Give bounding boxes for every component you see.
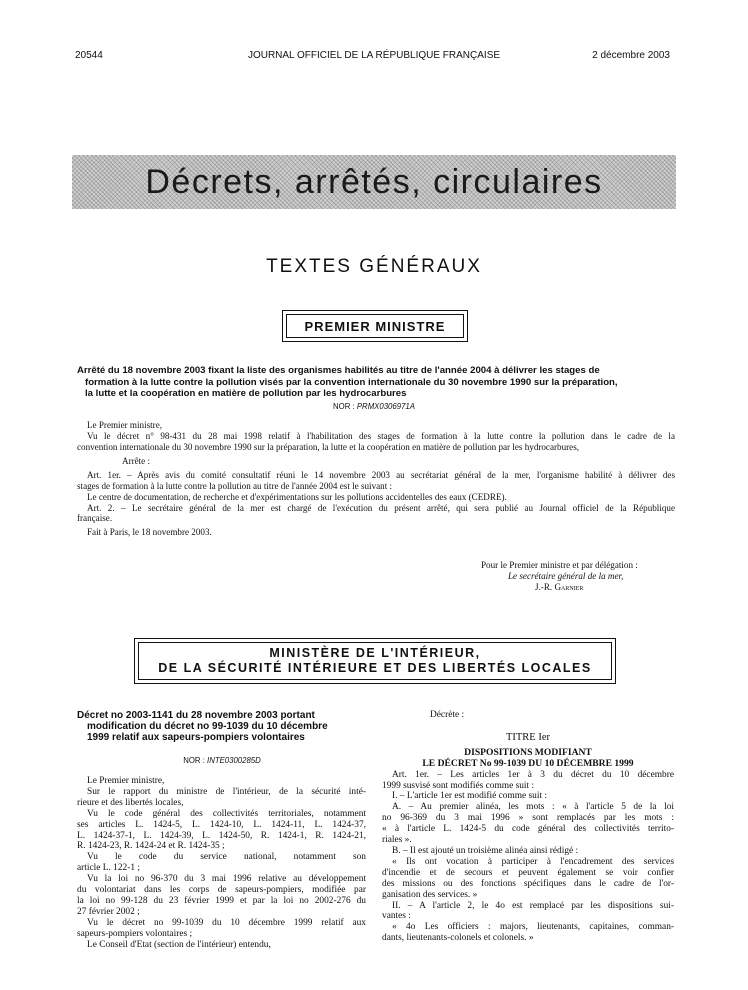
article-line: riales ». — [382, 835, 412, 846]
decret-title-line: modification du décret no 99-1039 du 10 décembre — [87, 721, 328, 733]
preamble-line: Le Conseil d'Etat (section de l'intérieur) entendu, — [87, 939, 271, 950]
dispositions-heading: DISPOSITIONS MODIFIANT — [464, 746, 592, 758]
article-line: dants, lieutenants-colonels et colonels. » — [382, 933, 534, 944]
body-line: française. — [77, 513, 113, 524]
arrete-body — [77, 420, 675, 538]
section-banner — [72, 155, 676, 209]
nor-code: INTE0300285D — [207, 756, 261, 765]
article-line: vantes : — [382, 911, 411, 922]
heading-inner-frame — [138, 642, 612, 680]
article-line: « à l'article L. 1424-5 du code général des collectivités territo- — [382, 824, 674, 835]
body-line: Vu le décret n° 98-431 du 28 mai 1998 relatif à l'habilitation des stages de formation à la lutte contre la pollution dans le cadre de la — [87, 430, 675, 441]
article-line: no 96-369 du 3 mai 1996 » sont remplacés par les mots : — [382, 813, 674, 824]
ministry-label: PREMIER MINISTRE — [304, 318, 446, 334]
article-line: des missions ou des fonctions spécifiques dans le cadre de l'or- — [382, 878, 674, 889]
arrete-title-line: formation à la lutte contre la pollution visés par la convention internationale du 30 novembre 1990 sur la préparation, — [85, 376, 618, 388]
body-line: convention internationale du 30 novembre 1990 sur la préparation, la lutte et la coopération en matière de pollution par les hydrocarbures, — [77, 441, 580, 452]
nor-code: PRMX0306971A — [356, 402, 415, 411]
article-line: Art. 1er. – Les articles 1er à 3 du décret du 10 décembre — [392, 769, 674, 780]
preamble-line: la loi no 99-128 du 23 février 1999 et par la loi no 2002-276 du — [77, 895, 366, 906]
arrete-title-line: Arrêté du 18 novembre 2003 fixant la liste des organismes habilités au titre de l'année 2004 à délivrer les stages de — [77, 365, 600, 376]
preamble-line: article L. 122-1 ; — [77, 863, 140, 874]
body-line: Art. 1er. – Après avis du comité consultatif réuni le 14 novembre 2003 au secrétariat général de la mer, l'organisme habilité à délivrer des — [87, 470, 675, 481]
titre-heading: TITRE Ier — [505, 731, 551, 743]
preamble-line: 27 février 2002 ; — [77, 906, 140, 917]
premier-ministre-heading — [282, 310, 468, 342]
preamble-line: sapeurs-pompiers volontaires ; — [77, 928, 193, 939]
preamble-line: Sur le rapport du ministre de l'intérieur, de la sécurité inté- — [87, 786, 366, 797]
arrete-title-line: la lutte et la coopération en matière de pollution par les hydrocarbures — [85, 388, 407, 399]
body-line: Art. 2. – Le secrétaire général de la mer est chargé de l'exécution du présent arrêté, qui sera publié au Journal officiel de la République — [87, 502, 675, 513]
preamble-line: L. 1424-37-1, L. 1424-39, L. 1424-50, R. 1424-1, R. 1424-21, — [77, 830, 366, 841]
decret-preamble — [77, 776, 366, 951]
decret-title-line: 1999 relatif aux sapeurs-pompiers volontaires — [87, 732, 305, 744]
preamble-line: rieure et des libertés locales, — [77, 797, 184, 808]
decret-title-line: Décret no 2003-1141 du 28 novembre 2003 portant — [77, 710, 315, 721]
body-line: stages de formation à la lutte contre la pollution au titre de l'année 2004 est le suivant : — [77, 480, 393, 491]
article-line: 1999 susvisé sont modifiés comme suit : — [382, 780, 535, 791]
article-line: I. – L'article 1er est modifié comme suit : — [392, 791, 548, 802]
page-number: 20544 — [75, 50, 103, 61]
ministere-interieur-heading — [134, 638, 616, 684]
article-line: II. – A l'article 2, le 4o est remplacé par les dispositions sui- — [392, 900, 674, 911]
journal-title: JOURNAL OFFICIEL DE LA RÉPUBLIQUE FRANÇAISE — [247, 50, 501, 61]
arrete-nor — [0, 402, 748, 411]
article-line: « Ils ont vocation à participer à l'encadrement des services — [392, 856, 674, 867]
article-line: ganisation des services. » — [382, 889, 478, 900]
preamble-line: ses articles L. 1424-5, L. 1424-10, L. 1424-11, L. 1424-37, — [77, 819, 366, 830]
signature-delegation: Pour le Premier ministre et par délégation : — [481, 560, 638, 570]
arrete-title — [77, 365, 675, 400]
banner-title: Décrets, arrêtés, circulaires — [145, 162, 603, 201]
article-line: d'incendie et de secours et peuvent également se voir confier — [382, 867, 674, 878]
ministry-line-2: DE LA SÉCURITÉ INTÉRIEURE ET DES LIBERTÉS LOCALES — [158, 661, 592, 675]
preamble-line: Vu la loi no 96-370 du 3 mai 1996 relative au développement — [87, 874, 366, 885]
article-line: B. – Il est ajouté un troisième alinéa ainsi rédigé : — [392, 845, 579, 856]
article-line: « 4o Les officiers : majors, lieutenants, capitaines, comman- — [392, 922, 674, 933]
ministry-line-1: MINISTÈRE DE L'INTÉRIEUR, — [269, 646, 481, 660]
publication-date: 2 décembre 2003 — [592, 50, 670, 61]
decret-title — [77, 710, 367, 744]
nor-label: NOR : — [183, 756, 208, 765]
preamble-line: du volontariat dans les corps de sapeurs-pompiers, modifiée par — [77, 885, 366, 896]
heading-inner-frame — [286, 314, 464, 338]
decret-articles — [382, 710, 674, 944]
body-line: Fait à Paris, le 18 novembre 2003. — [87, 527, 212, 538]
nor-label: NOR : — [333, 402, 357, 411]
preamble-line: Vu le code général des collectivités territoriales, notamment — [87, 808, 366, 819]
preamble-line: Le Premier ministre, — [87, 776, 165, 786]
preamble-line: Vu le décret no 99-1039 du 10 décembre 1999 relatif aux — [87, 917, 366, 928]
article-line: A. – Au premier alinéa, les mots : « à l'article 5 de la loi — [392, 802, 674, 813]
dispositions-heading: LE DÉCRET No 99-1039 DU 10 DÉCEMBRE 1999 — [422, 757, 634, 769]
signature-name: J.-R. Garnier — [535, 582, 584, 592]
decrete-line: Décrète : — [430, 710, 465, 720]
body-line: Arrête : — [122, 456, 151, 467]
preamble-line: R. 1424-23, R. 1424-24 et R. 1424-35 ; — [77, 841, 225, 852]
signature-title: Le secrétaire général de la mer, — [508, 571, 624, 581]
body-line: Le centre de documentation, de recherche et d'expérimentations sur les pollutions accidentelles des eaux (CEDRE). — [87, 491, 507, 502]
decret-nor — [77, 756, 367, 765]
body-line: Le Premier ministre, — [87, 420, 163, 430]
section-title: TEXTES GÉNÉRAUX — [266, 256, 482, 277]
preamble-line: Vu le code du service national, notamment son — [87, 852, 366, 863]
